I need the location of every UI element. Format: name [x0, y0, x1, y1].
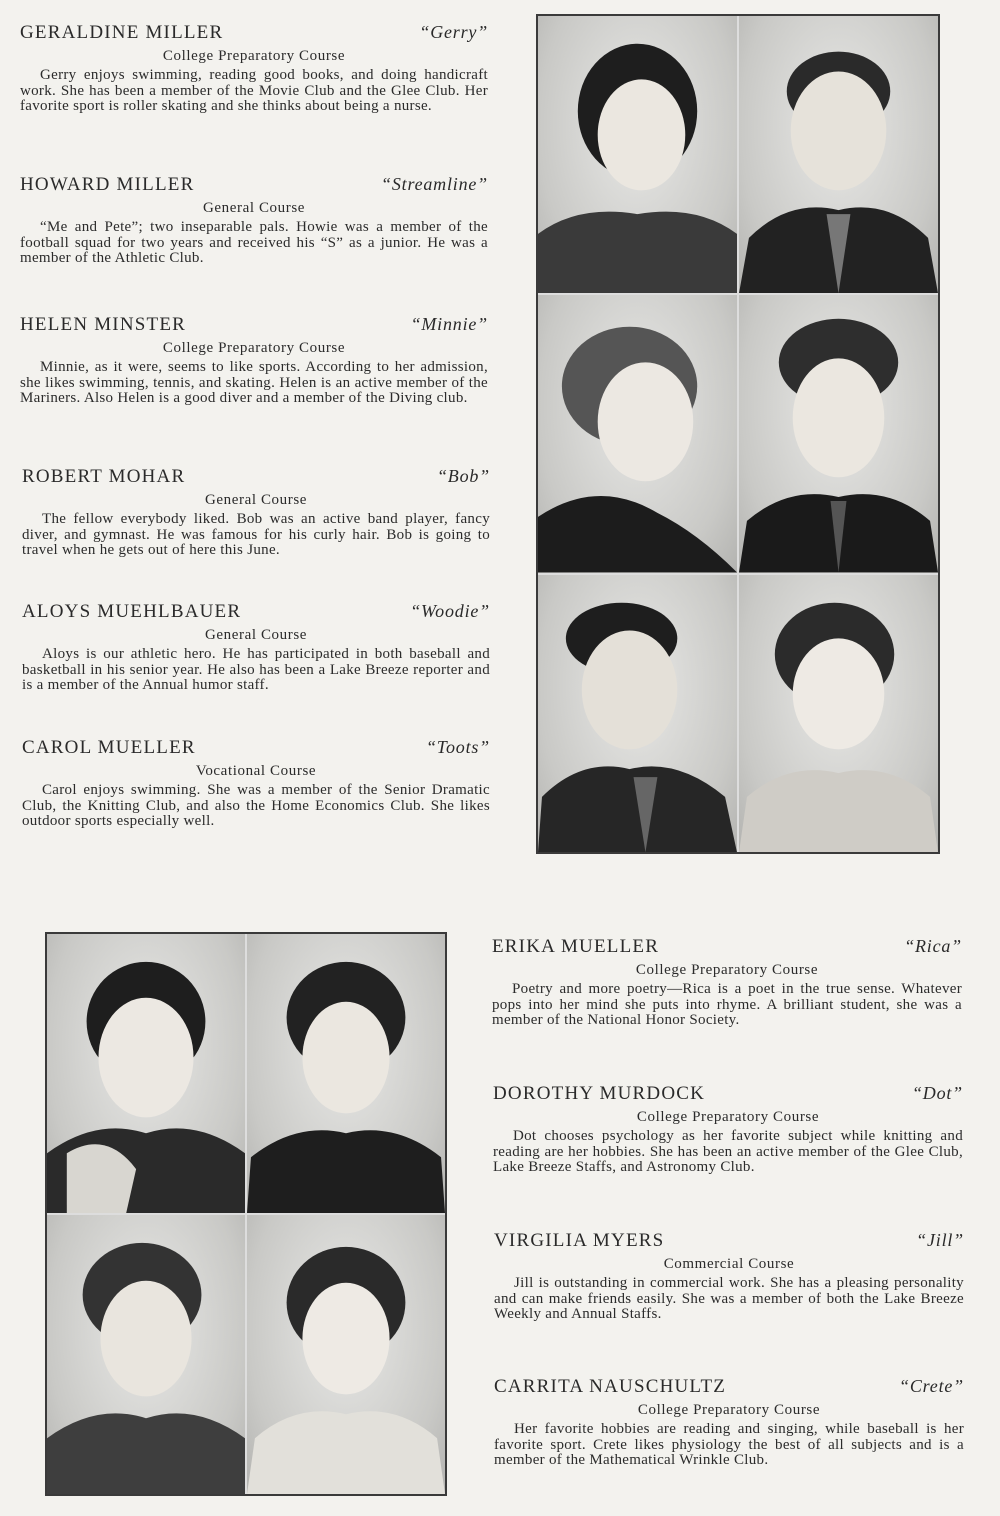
- student-course: General Course: [204, 627, 308, 643]
- entry-virgilia-myers: [494, 1230, 964, 1323]
- portrait-photo: [538, 575, 737, 852]
- portrait-photo: [247, 934, 445, 1213]
- student-course: College Preparatory Course: [162, 48, 346, 64]
- student-bio: Her favorite hobbies are reading and singing, while baseball is her favorite sport. Crete likes physiology the best of all subjects and is a member of the Mathematical Wrinkle Club.: [494, 1421, 964, 1469]
- entry-carrita-nauschultz: [494, 1376, 964, 1469]
- student-name: CAROL MUELLER: [22, 737, 196, 758]
- entry-dorothy-murdock: [493, 1083, 963, 1176]
- student-course: Commercial Course: [663, 1256, 795, 1272]
- student-nickname: “Minnie”: [410, 314, 488, 334]
- portrait-photo: [247, 1215, 445, 1494]
- student-bio: Aloys is our athletic hero. He has participated in both baseball and basketball in his senior year. He also has been a Lake Breeze reporter and is a member of the Annual humor staff.: [22, 646, 490, 694]
- student-bio: Gerry enjoys swimming, reading good books, and doing handicraft work. She has been a member of the Movie Club and the Glee Club. Her favorite sport is roller skating and she thinks about being a nurse.: [20, 67, 488, 115]
- student-name: ROBERT MOHAR: [22, 466, 186, 487]
- student-bio: Carol enjoys swimming. She was a member of the Senior Dramatic Club, the Knitting Club, and also the Home Economics Club. She likes outdoor sports especially well.: [22, 782, 490, 830]
- student-name: DOROTHY MURDOCK: [493, 1083, 706, 1104]
- student-name: GERALDINE MILLER: [20, 22, 224, 43]
- student-course: College Preparatory Course: [637, 1402, 821, 1418]
- student-nickname: “Streamline”: [381, 174, 488, 194]
- student-course: General Course: [204, 492, 308, 508]
- student-bio: Minnie, as it were, seems to like sports. According to her admission, she likes swimming, tennis, and skating. Helen is an active member of the Mariners. Also Helen is a good diver and a member of the Diving club.: [20, 359, 488, 407]
- student-bio: Jill is outstanding in commercial work. She has a pleasing personality and can make friends easily. She was a member of both the Lake Breeze Weekly and Annual Staffs.: [494, 1275, 964, 1323]
- student-nickname: “Jill”: [916, 1230, 964, 1250]
- entry-howard-miller: [20, 174, 488, 267]
- student-nickname: “Gerry”: [419, 22, 488, 42]
- student-course: General Course: [202, 200, 306, 216]
- student-course: College Preparatory Course: [635, 962, 819, 978]
- student-nickname: “Rica”: [904, 936, 962, 956]
- portrait-photo: [739, 295, 938, 572]
- entry-erika-mueller: [492, 936, 962, 1029]
- student-name: VIRGILIA MYERS: [494, 1230, 665, 1251]
- portrait-photo: [739, 16, 938, 293]
- portrait-grid-bottom: [45, 932, 447, 1496]
- entry-carol-mueller: [22, 737, 490, 830]
- portrait-photo: [538, 16, 737, 293]
- portrait-photo: [538, 295, 737, 572]
- student-course: Vocational Course: [195, 763, 317, 779]
- portrait-photo: [739, 575, 938, 852]
- entry-helen-minster: [20, 314, 488, 407]
- entry-robert-mohar: [22, 466, 490, 559]
- student-bio: The fellow everybody liked. Bob was an active band player, fancy diver, and gymnast. He was famous for his curly hair. Bob is going to travel when he gets out of here this June.: [22, 511, 490, 559]
- student-name: CARRITA NAUSCHULTZ: [494, 1376, 727, 1397]
- portrait-photo: [47, 934, 245, 1213]
- student-nickname: “Dot”: [911, 1083, 963, 1103]
- entry-geraldine-miller: [20, 22, 488, 115]
- portrait-photo: [47, 1215, 245, 1494]
- student-nickname: “Woodie”: [410, 601, 490, 621]
- portrait-grid-top: [536, 14, 940, 854]
- student-course: College Preparatory Course: [162, 340, 346, 356]
- student-nickname: “Crete”: [899, 1376, 964, 1396]
- entry-aloys-muehlbauer: [22, 601, 490, 694]
- student-bio: Poetry and more poetry—Rica is a poet in the true sense. Whatever pops into her mind she puts into rhyme. A brilliant student, she was a member of the National Honor Society.: [492, 981, 962, 1029]
- student-nickname: “Bob”: [436, 466, 490, 486]
- student-nickname: “Toots”: [426, 737, 490, 757]
- student-name: ERIKA MUELLER: [492, 936, 660, 957]
- student-bio: “Me and Pete”; two inseparable pals. Howie was a member of the football squad for two years and received his “S” as a junior. He was a member of the Athletic Club.: [20, 219, 488, 267]
- student-name: ALOYS MUEHLBAUER: [22, 601, 242, 622]
- student-course: College Preparatory Course: [636, 1109, 820, 1125]
- student-name: HELEN MINSTER: [20, 314, 187, 335]
- student-name: HOWARD MILLER: [20, 174, 195, 195]
- student-bio: Dot chooses psychology as her favorite subject while knitting and reading are her hobbies. She has been an active member of the Glee Club, Lake Breeze Staffs, and Astronomy Club.: [493, 1128, 963, 1176]
